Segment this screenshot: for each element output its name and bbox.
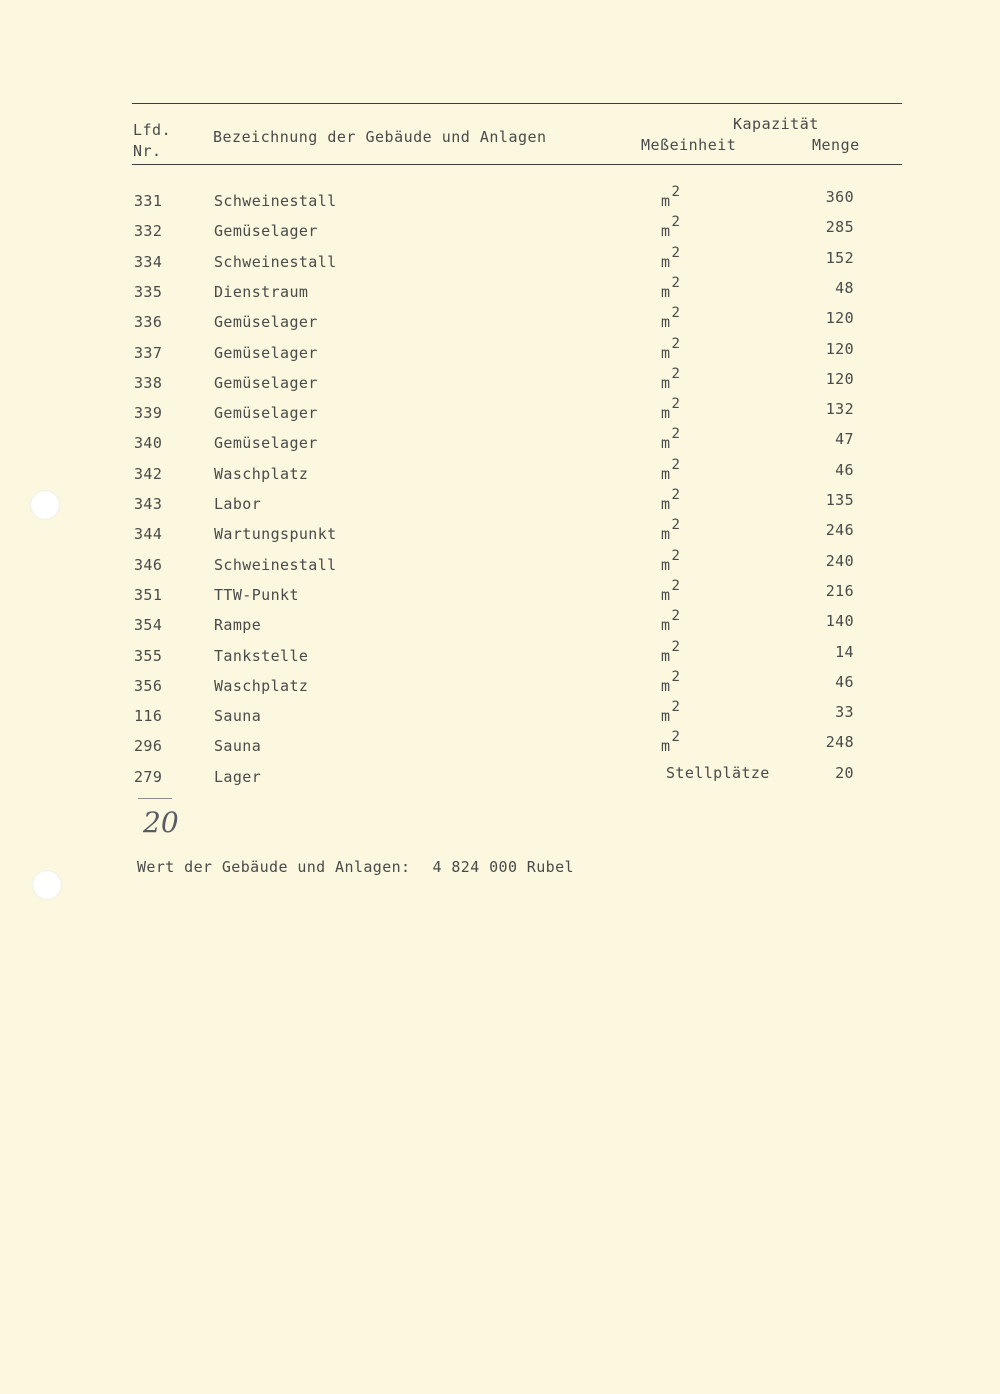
row-bezeichnung: Schweinestall <box>214 192 337 210</box>
row-menge: 360 <box>825 188 854 206</box>
row-number: 343 <box>134 495 163 513</box>
row-unit-exponent: 2 <box>671 699 681 716</box>
row-bezeichnung: Sauna <box>214 707 262 726</box>
header-bezeichnung: Bezeichnung der Gebäude und Anlagen <box>213 128 547 146</box>
row-menge: 47 <box>835 430 854 449</box>
row-menge: 152 <box>825 248 854 267</box>
header-lfd: Lfd. <box>133 121 172 139</box>
row-menge: 48 <box>835 278 854 297</box>
row-unit-exponent: 2 <box>671 729 681 746</box>
row-bezeichnung: Gemüselager <box>214 313 318 332</box>
row-unit-exponent: 2 <box>671 396 681 413</box>
row-number: 331 <box>134 192 163 210</box>
row-bezeichnung: Dienstraum <box>214 282 309 301</box>
row-bezeichnung: Tankstelle <box>214 646 309 665</box>
row-menge: 33 <box>835 703 854 722</box>
row-menge: 132 <box>825 400 854 419</box>
row-unit-base: m <box>661 313 671 332</box>
count-separator <box>138 798 172 799</box>
total-value-label: Wert der Gebäude und Anlagen: <box>137 858 411 876</box>
row-unit <box>666 764 770 782</box>
row-unit-exponent: 2 <box>671 244 681 261</box>
row-unit <box>661 184 681 210</box>
row-unit <box>661 577 681 604</box>
row-unit-base: m <box>661 282 671 301</box>
row-bezeichnung: Labor <box>214 495 262 513</box>
row-menge: 248 <box>825 733 854 752</box>
row-unit <box>661 608 681 635</box>
row-menge: 246 <box>825 521 854 540</box>
row-unit-exponent: 2 <box>671 184 681 200</box>
row-menge: 46 <box>835 460 854 479</box>
total-value-line <box>137 858 574 876</box>
row-menge: 120 <box>825 339 854 358</box>
row-unit-base: m <box>661 434 671 453</box>
row-unit-base: m <box>661 737 671 756</box>
row-bezeichnung: Gemüselager <box>214 404 318 423</box>
row-number: 337 <box>134 343 163 362</box>
row-unit <box>661 547 681 574</box>
row-unit <box>661 638 681 665</box>
row-number: 279 <box>134 767 163 786</box>
row-bezeichnung: Schweinestall <box>214 252 337 271</box>
row-unit-exponent: 2 <box>671 517 681 534</box>
row-number: 356 <box>134 676 163 695</box>
row-unit <box>661 699 681 726</box>
row-number: 344 <box>134 525 163 544</box>
row-bezeichnung: Schweinestall <box>214 555 337 574</box>
row-unit-base: m <box>661 676 671 695</box>
row-number: 355 <box>134 646 163 665</box>
row-unit-exponent: 2 <box>671 668 681 685</box>
row-unit-exponent: 2 <box>671 638 681 655</box>
row-unit-exponent: 2 <box>671 547 681 564</box>
row-unit <box>661 214 681 241</box>
row-menge: 240 <box>825 551 854 570</box>
row-unit-base: m <box>661 616 671 635</box>
row-unit <box>661 426 681 453</box>
row-unit <box>661 487 681 513</box>
row-bezeichnung: Gemüselager <box>214 222 318 241</box>
row-unit-exponent: 2 <box>671 365 681 382</box>
row-unit-base: m <box>661 192 671 210</box>
row-number: 335 <box>134 282 163 301</box>
row-unit-base: m <box>661 495 671 513</box>
row-menge: 216 <box>825 581 854 600</box>
row-unit <box>661 335 681 362</box>
row-unit <box>661 396 681 423</box>
row-unit-base: m <box>661 404 671 423</box>
row-unit-base: Stellplätze <box>666 763 770 782</box>
row-menge: 285 <box>825 218 854 237</box>
row-unit <box>661 244 681 271</box>
row-bezeichnung: Waschplatz <box>214 464 309 483</box>
row-unit-exponent: 2 <box>671 456 681 473</box>
row-menge: 135 <box>825 491 854 509</box>
row-number: 334 <box>134 252 163 271</box>
row-unit-exponent: 2 <box>671 335 681 352</box>
row-unit-exponent: 2 <box>671 608 681 625</box>
row-bezeichnung: Waschplatz <box>214 676 309 695</box>
row-unit <box>661 729 681 756</box>
table-row <box>0 763 1000 798</box>
row-number: 342 <box>134 464 163 483</box>
total-value-amount: 4 824 000 Rubel <box>432 858 574 876</box>
header-lfd-nr <box>133 120 171 162</box>
row-bezeichnung: Sauna <box>214 737 262 756</box>
row-number: 116 <box>134 707 163 726</box>
handwritten-count: 20 <box>143 806 179 839</box>
row-unit-base: m <box>661 373 671 392</box>
row-number: 296 <box>134 737 163 756</box>
row-unit <box>661 668 681 695</box>
row-unit-exponent: 2 <box>671 214 681 231</box>
row-bezeichnung: TTW-Punkt <box>214 585 299 604</box>
row-number: 351 <box>134 585 163 604</box>
punch-hole <box>32 870 62 900</box>
row-menge: 140 <box>825 612 854 631</box>
row-unit-base: m <box>661 343 671 362</box>
row-unit <box>661 517 681 544</box>
row-unit-exponent: 2 <box>671 274 681 291</box>
header-menge: Menge <box>812 136 860 154</box>
row-number: 336 <box>134 313 163 332</box>
header-top-rule <box>132 103 902 104</box>
row-unit-base: m <box>661 252 671 271</box>
row-number: 354 <box>134 616 163 635</box>
header-nr: Nr. <box>133 142 162 160</box>
row-menge: 14 <box>835 642 854 661</box>
row-menge: 20 <box>835 763 854 782</box>
row-unit-base: m <box>661 646 671 665</box>
row-unit-base: m <box>661 707 671 726</box>
row-unit <box>661 274 681 301</box>
header-kapazitaet: Kapazität <box>733 115 819 133</box>
row-unit-base: m <box>661 585 671 604</box>
row-unit-base: m <box>661 555 671 574</box>
row-number: 332 <box>134 222 163 241</box>
row-unit-base: m <box>661 464 671 483</box>
row-unit-base: m <box>661 525 671 544</box>
row-unit <box>661 456 681 483</box>
row-bezeichnung: Rampe <box>214 616 262 635</box>
row-unit-exponent: 2 <box>671 305 681 322</box>
row-number: 340 <box>134 434 163 453</box>
row-number: 339 <box>134 404 163 423</box>
row-unit-exponent: 2 <box>671 487 681 503</box>
row-bezeichnung: Gemüselager <box>214 373 318 392</box>
row-number: 338 <box>134 373 163 392</box>
row-menge: 120 <box>825 309 854 328</box>
row-unit <box>661 365 681 392</box>
row-bezeichnung: Lager <box>214 767 262 786</box>
row-unit-base: m <box>661 222 671 241</box>
row-number: 346 <box>134 555 163 574</box>
row-unit <box>661 305 681 332</box>
row-unit-exponent: 2 <box>671 577 681 594</box>
row-unit-exponent: 2 <box>671 426 681 443</box>
row-menge: 46 <box>835 672 854 691</box>
row-bezeichnung: Wartungspunkt <box>214 525 337 544</box>
row-menge: 120 <box>825 369 854 388</box>
row-bezeichnung: Gemüselager <box>214 343 318 362</box>
header-messeinheit: Meßeinheit <box>641 136 737 154</box>
header-bottom-rule <box>132 164 902 165</box>
row-bezeichnung: Gemüselager <box>214 434 318 453</box>
